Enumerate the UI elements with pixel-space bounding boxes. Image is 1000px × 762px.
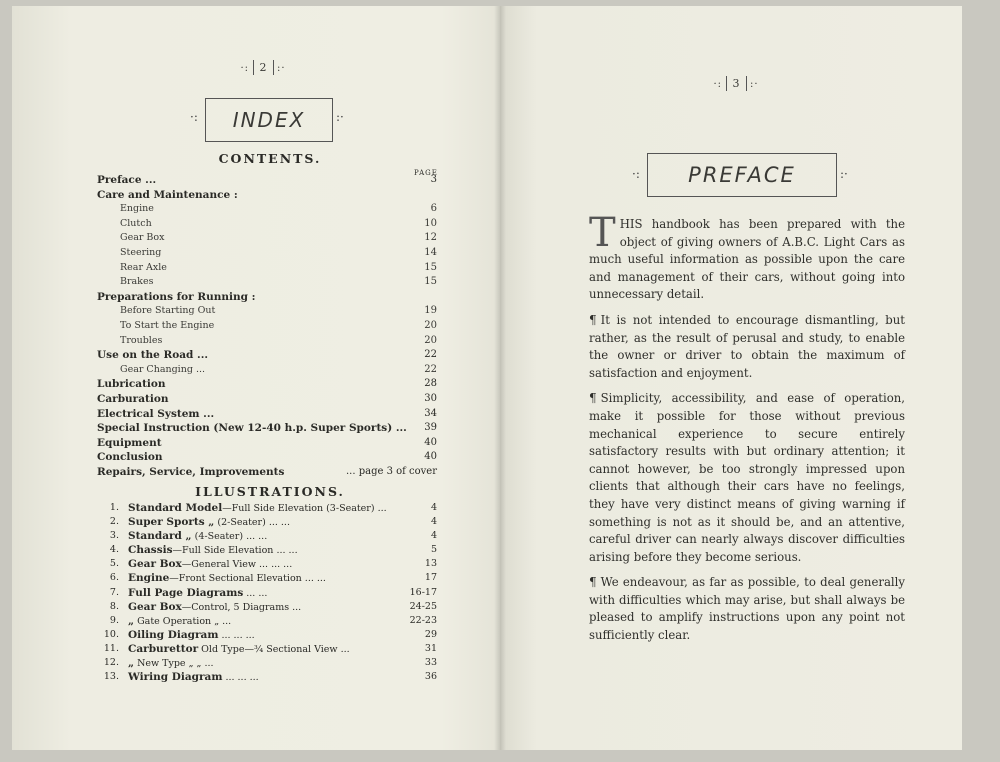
illustration-title [128,628,255,643]
left-page-number: ·: 2 :· [240,61,286,74]
page-column-label: PAGE [414,169,438,177]
contents-label: To Start the Engine [120,319,215,331]
contents-row [97,377,437,392]
contents-row [97,334,437,349]
illustration-page: 17 [424,572,437,584]
illustration-number: 10. [103,628,119,640]
illustration-rest: —General View ... ... ... [181,559,293,571]
illustration-title [128,656,214,671]
illustration-number: 8. [109,600,119,612]
contents-label: Lubrication [97,378,166,391]
illustration-title [128,600,301,615]
illustration-bold: Carburettor [128,642,199,655]
illustration-row [103,614,437,628]
contents-page: 12 [424,232,437,244]
illustration-number: 6. [109,572,119,584]
illustration-row [103,628,437,642]
illustration-number: 12. [103,657,119,669]
ornament-left: ·: [190,110,198,124]
illustration-rest: (2-Seater) ... ... [214,517,290,529]
pilcrow-icon: ¶ [589,391,597,406]
contents-label: Preface ... [97,174,157,186]
contents-row [97,173,437,188]
illustration-rest: ... ... [243,587,268,599]
illustration-rest: —Full Side Elevation (3-Seater) ... [222,503,387,514]
contents-page: 28 [424,378,437,390]
illustration-bold: Gear Box [128,558,182,571]
ornament-right: :· [336,110,344,124]
contents-label: Troubles [120,334,163,346]
preface-paragraph-4 [589,574,905,644]
illustration-row [103,571,437,585]
illustration-rest: (4-Seater) ... ... [191,531,268,543]
illustration-page: 16-17 [409,586,437,598]
illustration-bold: „ [128,614,135,627]
preface-paragraph-1 [589,210,905,304]
illustration-title [128,501,387,516]
contents-label: Gear Box [120,232,165,244]
contents-page: 20 [424,334,437,346]
contents-page: 19 [424,305,437,317]
contents-row [97,348,437,363]
contents-page: 40 [424,451,437,463]
contents-page: 10 [424,217,437,229]
illustration-row [103,586,437,600]
illustration-rest: Gate Operation „ ... [134,615,232,627]
paragraph-text: We endeavour, as far as possible, to deal generally with difficulties which may arise, but shall always be pleased to amplify instructions upon any point not sufficiently clear. [589,575,905,643]
illustration-page: 22-23 [409,614,437,626]
pilcrow-icon: ¶ [589,312,597,327]
pilcrow-icon: ¶ [589,575,597,590]
contents-page: 14 [424,246,437,258]
contents-label: Engine [120,203,154,215]
ornament-right: :· [840,167,848,181]
contents-page: ... page 3 of cover [346,465,437,477]
illustration-page: 4 [430,502,437,513]
illustration-row [103,600,437,614]
contents-row [97,304,437,319]
contents-page: 6 [430,203,437,215]
illustration-number: 5. [109,558,119,570]
contents-page: 40 [424,436,437,448]
contents-page: 30 [424,392,437,404]
illustration-page: 29 [424,628,437,640]
illustration-title [128,586,267,601]
book-gutter [494,6,506,750]
contents-label: Conclusion [97,451,163,464]
paragraph-text: It is not intended to encourage dismantling, but rather, as the result of perusal and study, to enable the owner or driver to obtain the maximum of satisfaction and enjoyment. [589,312,905,380]
contents-list [97,173,437,479]
drop-cap: T [589,210,616,256]
contents-page: 15 [424,276,437,288]
illustration-title [128,529,267,544]
illustration-row [103,529,437,543]
contents-row [97,421,437,436]
contents-row [97,290,437,305]
contents-page: 20 [424,319,437,331]
illustration-row [103,515,437,529]
contents-label: Steering [120,246,162,258]
illustration-row [103,656,437,670]
illustration-title [128,571,326,586]
illustration-rest: ... ... ... [222,672,259,684]
right-page-number: ·: 3 :· [713,77,759,90]
contents-row [97,392,437,407]
illustration-title [128,557,292,572]
contents-label: Rear Axle [120,261,167,273]
illustration-bold: Oiling Diagram [128,628,219,641]
contents-page: 39 [424,422,437,434]
illustration-bold: „ [128,657,135,670]
illustration-page: 13 [424,558,437,570]
contents-label: Preparations for Running : [97,290,256,303]
illustration-rest: —Front Sectional Elevation ... ... [169,573,326,585]
contents-page: 22 [424,363,437,375]
contents-label: Carburation [97,392,169,405]
illustration-title [128,670,259,685]
preface-title: PREFACE [647,153,837,197]
index-title: INDEX [205,98,333,142]
illustration-number: 13. [103,671,119,683]
contents-row [97,450,437,465]
illustration-rest: —Full Side Elevation ... ... [172,545,298,557]
contents-row [97,231,437,246]
illustration-bold: Chassis [128,544,173,557]
illustration-rest: New Type „ „ ... [134,658,214,670]
illustration-page: 24-25 [409,600,437,612]
illustration-title [128,515,290,530]
illustration-title [128,614,231,629]
illustration-title [128,543,298,558]
contents-row [97,319,437,334]
illustration-row [103,642,437,656]
illustrations-heading: ILLUSTRATIONS. [195,484,345,499]
contents-row [97,436,437,451]
contents-page: 3 [430,174,437,185]
contents-row [97,363,437,378]
illustration-row [103,501,437,515]
illustration-page: 4 [430,530,437,542]
illustration-number: 9. [109,614,119,626]
illustration-row [103,543,437,557]
illustration-rest: —Control, 5 Diagrams ... [181,601,302,613]
paragraph-text: Simplicity, accessibility, and ease of operation, make it possible for those without previous mechanical experience to secure entirely satisfactory results with but ordinary attention; it cannot however, be too strongly impressed upon clients that although their cars have no feelings, they have very distinct means of giving warning if something is not as it should be, and an attentive, careful driver can nearly always discover difficulties arising before they become serious. [589,391,905,564]
page-number-text: 2 [253,60,274,75]
illustration-bold: Gear Box [128,600,182,613]
illustration-title [128,642,350,657]
contents-row [97,261,437,276]
illustration-number: 2. [109,516,119,528]
page-number-text: 3 [726,76,747,91]
illustration-bold: Super Sports „ [128,516,215,529]
contents-label: Electrical System ... [97,407,215,420]
preface-body [589,210,905,653]
illustration-number: 4. [109,544,119,556]
illustration-bold: Wiring Diagram [128,671,223,684]
contents-label: Care and Maintenance : [97,188,238,201]
contents-label: Clutch [120,217,152,229]
paragraph-text: HIS handbook has been prepared with the object of giving owners of A.B.C. Light Cars as much useful information as possible upon the care and management of their cars, without going into unnecessary detail. [589,217,905,302]
contents-heading: CONTENTS. [218,151,322,166]
contents-row [97,407,437,422]
illustration-bold: Standard Model [128,502,223,514]
contents-row [97,275,437,290]
illustration-rest: ... ... ... [218,629,255,641]
illustration-number: 3. [109,530,119,542]
contents-label: Gear Changing ... [120,363,206,375]
illustration-rest: Old Type—¾ Sectional View ... [198,643,350,655]
preface-paragraph-2 [589,312,905,382]
illustration-page: 33 [424,657,437,669]
illustration-page: 4 [430,516,437,528]
contents-label: Special Instruction (New 12-40 h.p. Super Sports) ... [97,422,407,435]
contents-row [97,188,437,203]
contents-page: 22 [424,349,437,361]
illustration-bold: Full Page Diagrams [128,586,244,599]
contents-page: 34 [424,407,437,419]
preface-paragraph-3 [589,390,905,566]
ornament-left: ·: [632,167,640,181]
illustration-number: 11. [103,642,119,654]
illustration-number: 7. [109,586,119,598]
contents-page: 15 [424,261,437,273]
illustrations-list [103,501,437,684]
illustration-number: 1. [109,502,119,513]
contents-row [97,465,437,480]
illustration-row [103,557,437,571]
contents-label: Brakes [120,276,154,288]
illustration-page: 36 [424,671,437,683]
illustration-row [103,670,437,684]
contents-label: Repairs, Service, Improvements [97,465,285,478]
contents-row [97,217,437,232]
contents-row [97,202,437,217]
contents-row [97,246,437,261]
illustration-bold: Standard „ [128,530,192,543]
illustration-bold: Engine [128,572,170,585]
contents-label: Equipment [97,436,162,449]
illustration-page: 31 [424,642,437,654]
contents-label: Use on the Road ... [97,349,209,362]
contents-label: Before Starting Out [120,305,216,317]
illustration-page: 5 [430,544,437,556]
